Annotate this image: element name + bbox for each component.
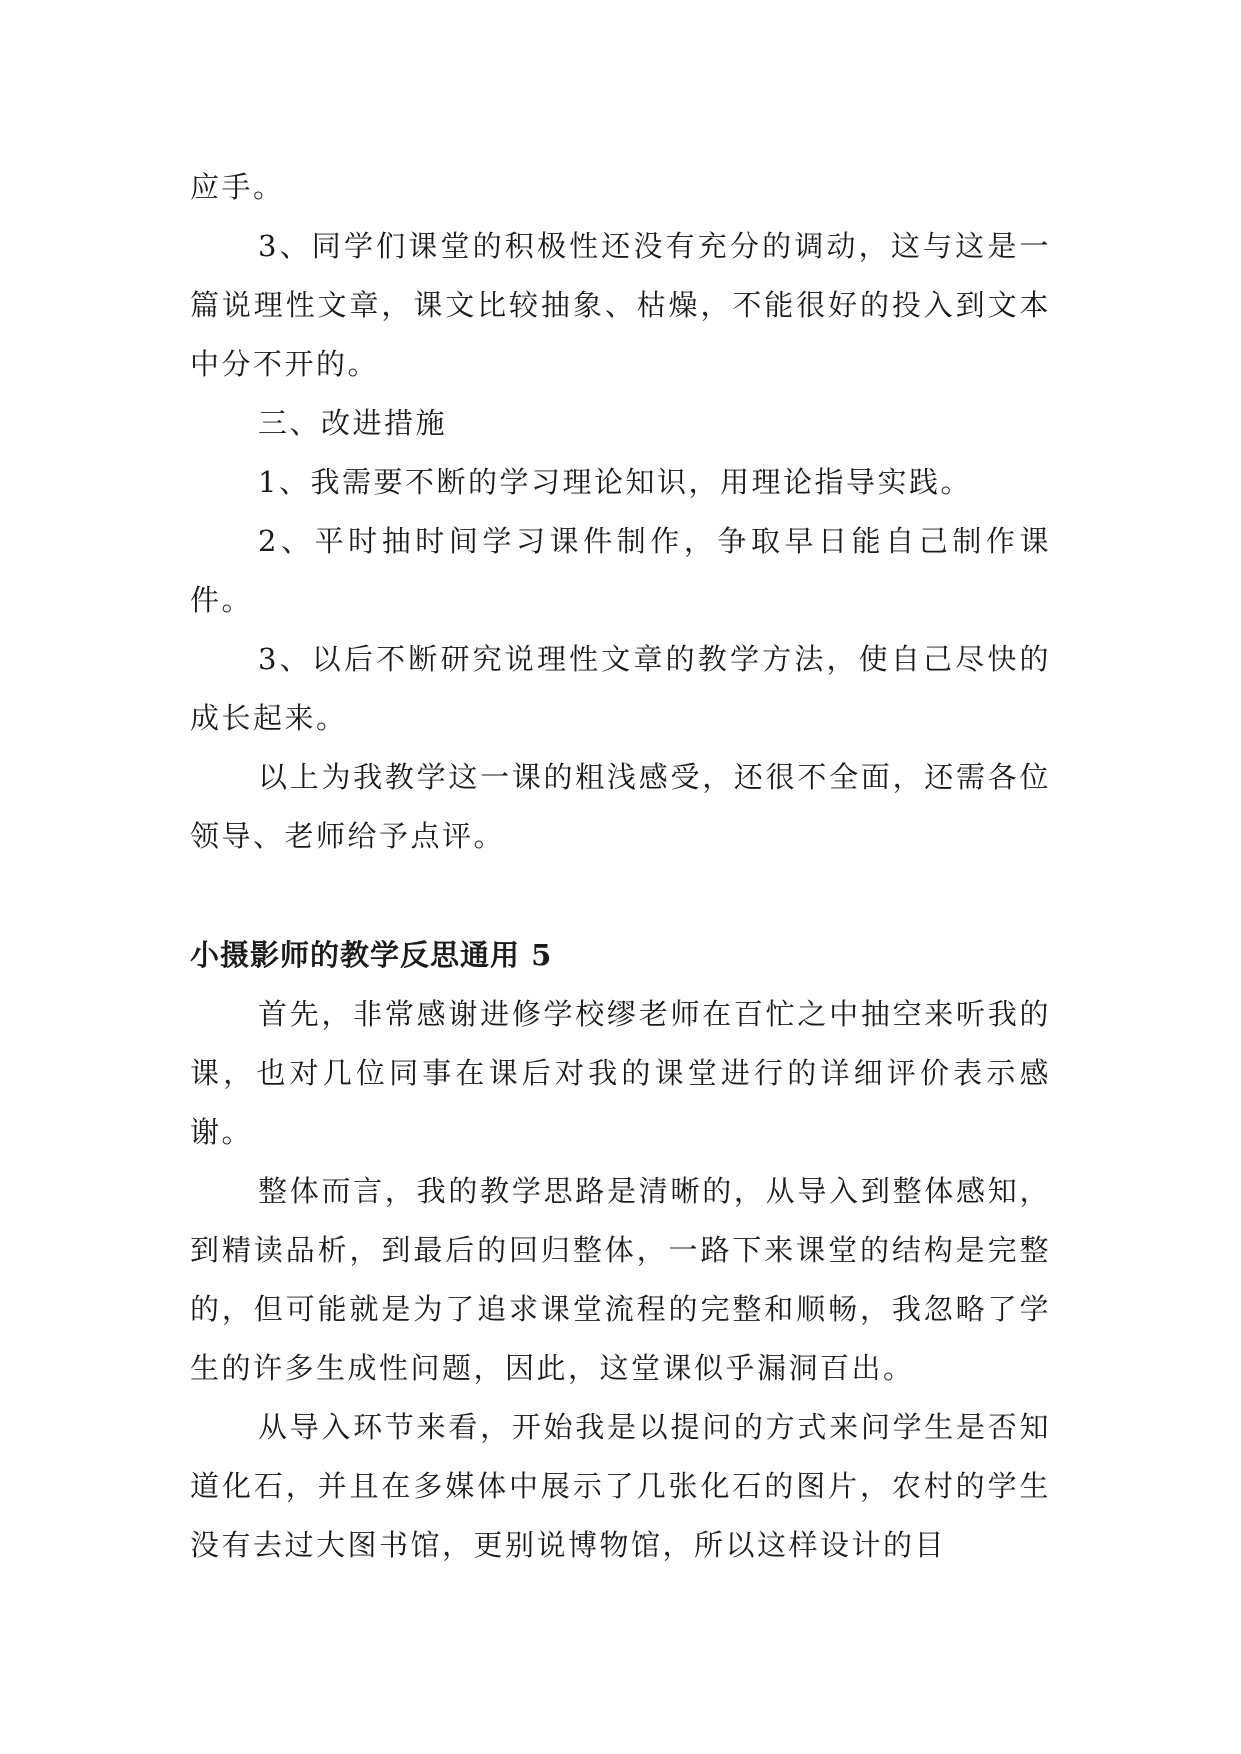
paragraph: 整体而言，我的教学思路是清晰的，从导入到整体感知，到精读品析，到最后的回归整体，一路下来课堂的结构是完整的，但可能就是为了追求课堂流程的完整和顺畅，我忽略了学生的许多生成性问题，因此，这堂课似乎漏洞百出。 (190, 1174, 1051, 1385)
section-a (190, 158, 1051, 866)
section-heading: 三、改进措施 (258, 406, 448, 440)
paragraph: 3、同学们课堂的积极性还没有充分的调动，这与这是一篇说理性文章，课文比较抽象、枯燥，不能很好的投入到文本中分不开的。 (190, 229, 1051, 381)
paragraph: 3、以后不断研究说理性文章的教学方法，使自己尽快的成长起来。 (190, 642, 1051, 735)
section-b (190, 985, 1051, 1575)
paragraph: 从导入环节来看，开始我是以提问的方式来问学生是否知道化石，并且在多媒体中展示了几张化石的图片，农村的学生没有去过大图书馆，更别说博物馆，所以这样设计的目 (190, 1410, 1051, 1562)
paragraph: 2、平时抽时间学习课件制作，争取早日能自己制作课件。 (190, 524, 1051, 617)
paragraph: 应手。 (190, 170, 285, 204)
paragraph: 1、我需要不断的学习理论知识，用理论指导实践。 (258, 465, 972, 499)
article-title: 小摄影师的教学反思通用 5 (190, 938, 553, 972)
paragraph: 首先，非常感谢进修学校缪老师在百忙之中抽空来听我的课，也对几位同事在课后对我的课堂进行的详细评价表示感谢。 (190, 997, 1051, 1149)
paragraph: 以上为我教学这一课的粗浅感受，还很不全面，还需各位领导、老师给予点评。 (190, 760, 1051, 853)
